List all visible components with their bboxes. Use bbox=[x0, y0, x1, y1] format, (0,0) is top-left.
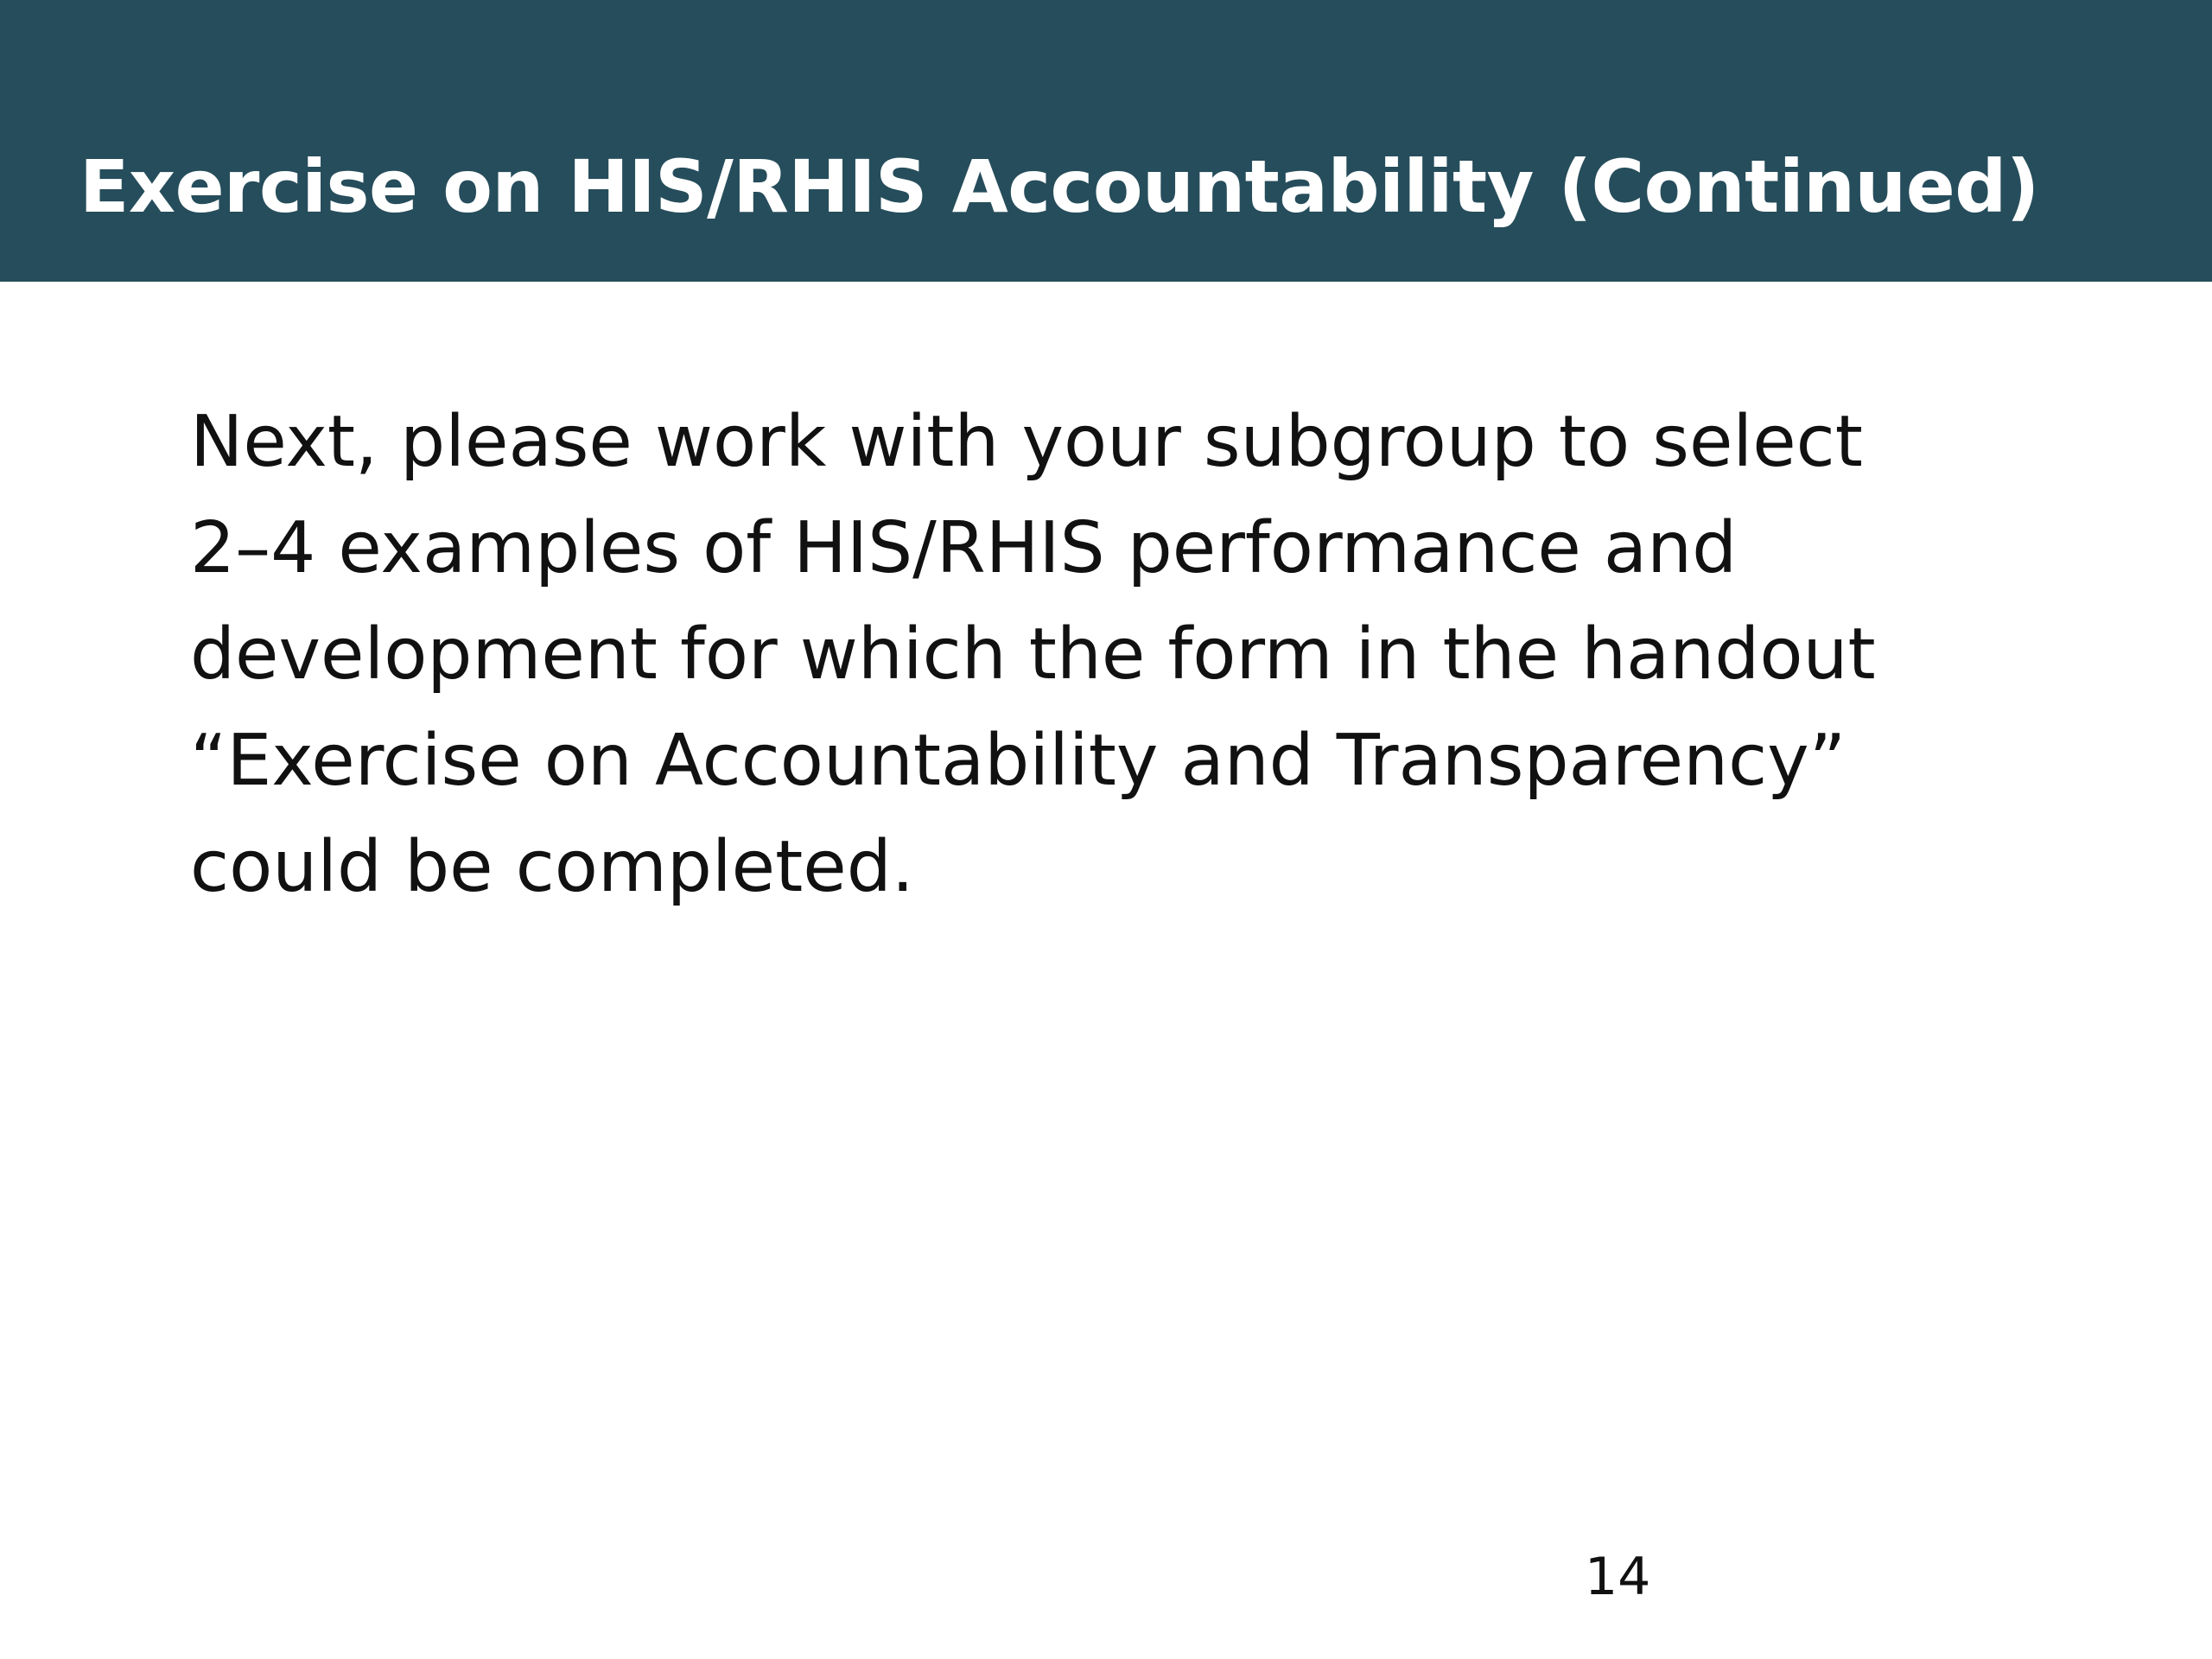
body-line: “Exercise on Accountability and Transparency” bbox=[190, 720, 1847, 802]
body-line: development for which the form in the handout bbox=[190, 613, 1876, 696]
slide-body-text bbox=[190, 389, 1987, 920]
body-line: Next, please work with your subgroup to select bbox=[190, 401, 1863, 483]
page-number: 14 bbox=[1585, 1547, 1651, 1607]
body-line: could be completed. bbox=[190, 826, 914, 908]
slide-title: Exercise on HIS/RHIS Accountability (Continued) bbox=[79, 144, 2039, 229]
body-line: 2–4 examples of HIS/RHIS performance and bbox=[190, 507, 1738, 589]
title-bar bbox=[0, 0, 2212, 282]
